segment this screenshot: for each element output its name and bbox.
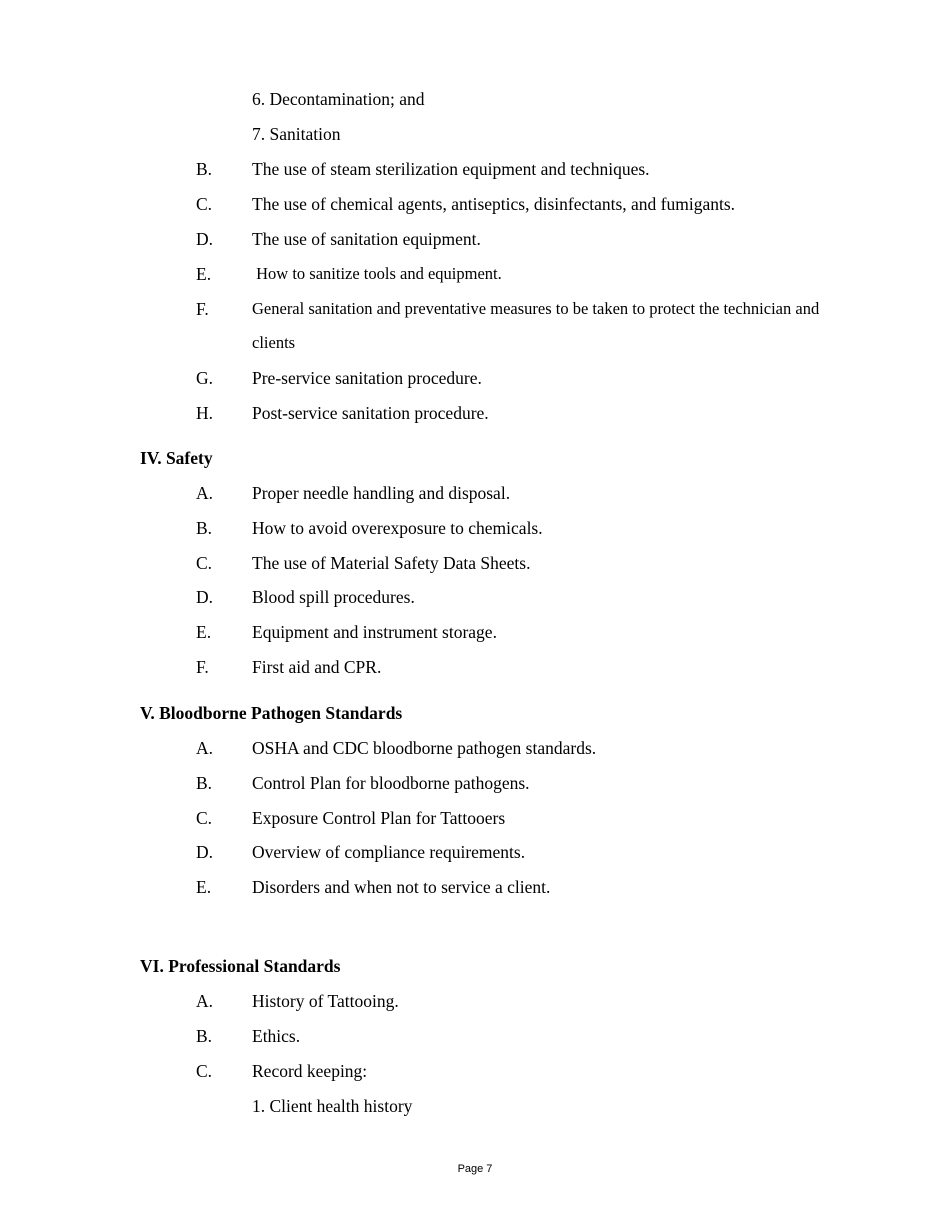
item-text: Proper needle handling and disposal. [252,483,511,503]
item-text: History of Tattooing. [252,991,399,1011]
item-letter: B. [196,518,213,538]
item-text: Pre-service sanitation procedure. [252,368,482,388]
item-text: Post-service sanitation procedure. [252,403,489,423]
item-letter: F. [196,657,209,677]
item-text: General sanitation and preventative measures to be taken to protect the technician and [252,299,820,318]
item-letter: C. [196,194,213,214]
item-letter: G. [196,368,214,388]
section-heading: V. Bloodborne Pathogen Standards [140,703,403,723]
item-letter: C. [196,808,213,828]
page-number: Page 7 [457,1163,493,1175]
item-text: OSHA and CDC bloodborne pathogen standards. [252,738,597,758]
item-text: Overview of compliance requirements. [252,842,526,862]
item-text: Ethics. [252,1026,301,1046]
item-text: First aid and CPR. [252,657,382,677]
item-letter: B. [196,773,213,793]
item-letter: B. [196,1026,213,1046]
item-text: Record keeping: [252,1061,368,1081]
item-letter: E. [196,264,212,284]
item-letter: E. [196,877,212,897]
item-text: The use of steam sterilization equipment and techniques. [252,159,650,179]
item-text: Disorders and when not to service a client. [252,877,551,897]
item-letter: H. [196,403,214,423]
item-letter: C. [196,553,213,573]
section-heading: IV. Safety [140,448,213,468]
item-text-continuation: clients [252,333,296,352]
item-letter: A. [196,738,214,758]
item-letter: D. [196,229,214,249]
item-text: Blood spill procedures. [252,587,415,607]
item-text: The use of chemical agents, antiseptics, disinfectants, and fumigants. [252,194,736,214]
item-text: Equipment and instrument storage. [252,622,497,642]
item-text: The use of sanitation equipment. [252,229,481,249]
item-letter: E. [196,622,212,642]
sub-item: 7. Sanitation [252,124,341,144]
sub-item: 1. Client health history [252,1096,413,1116]
item-letter: D. [196,587,214,607]
item-letter: C. [196,1061,213,1081]
item-text: The use of Material Safety Data Sheets. [252,553,531,573]
item-text: How to sanitize tools and equipment. [252,264,502,283]
item-letter: A. [196,483,214,503]
item-text: How to avoid overexposure to chemicals. [252,518,543,538]
item-letter: D. [196,842,214,862]
item-text: Control Plan for bloodborne pathogens. [252,773,530,793]
item-letter: A. [196,991,214,1011]
item-letter: B. [196,159,213,179]
item-text: Exposure Control Plan for Tattooers [252,808,506,828]
item-letter: F. [196,299,209,319]
section-heading: VI. Professional Standards [140,956,341,976]
sub-item: 6. Decontamination; and [252,89,425,109]
